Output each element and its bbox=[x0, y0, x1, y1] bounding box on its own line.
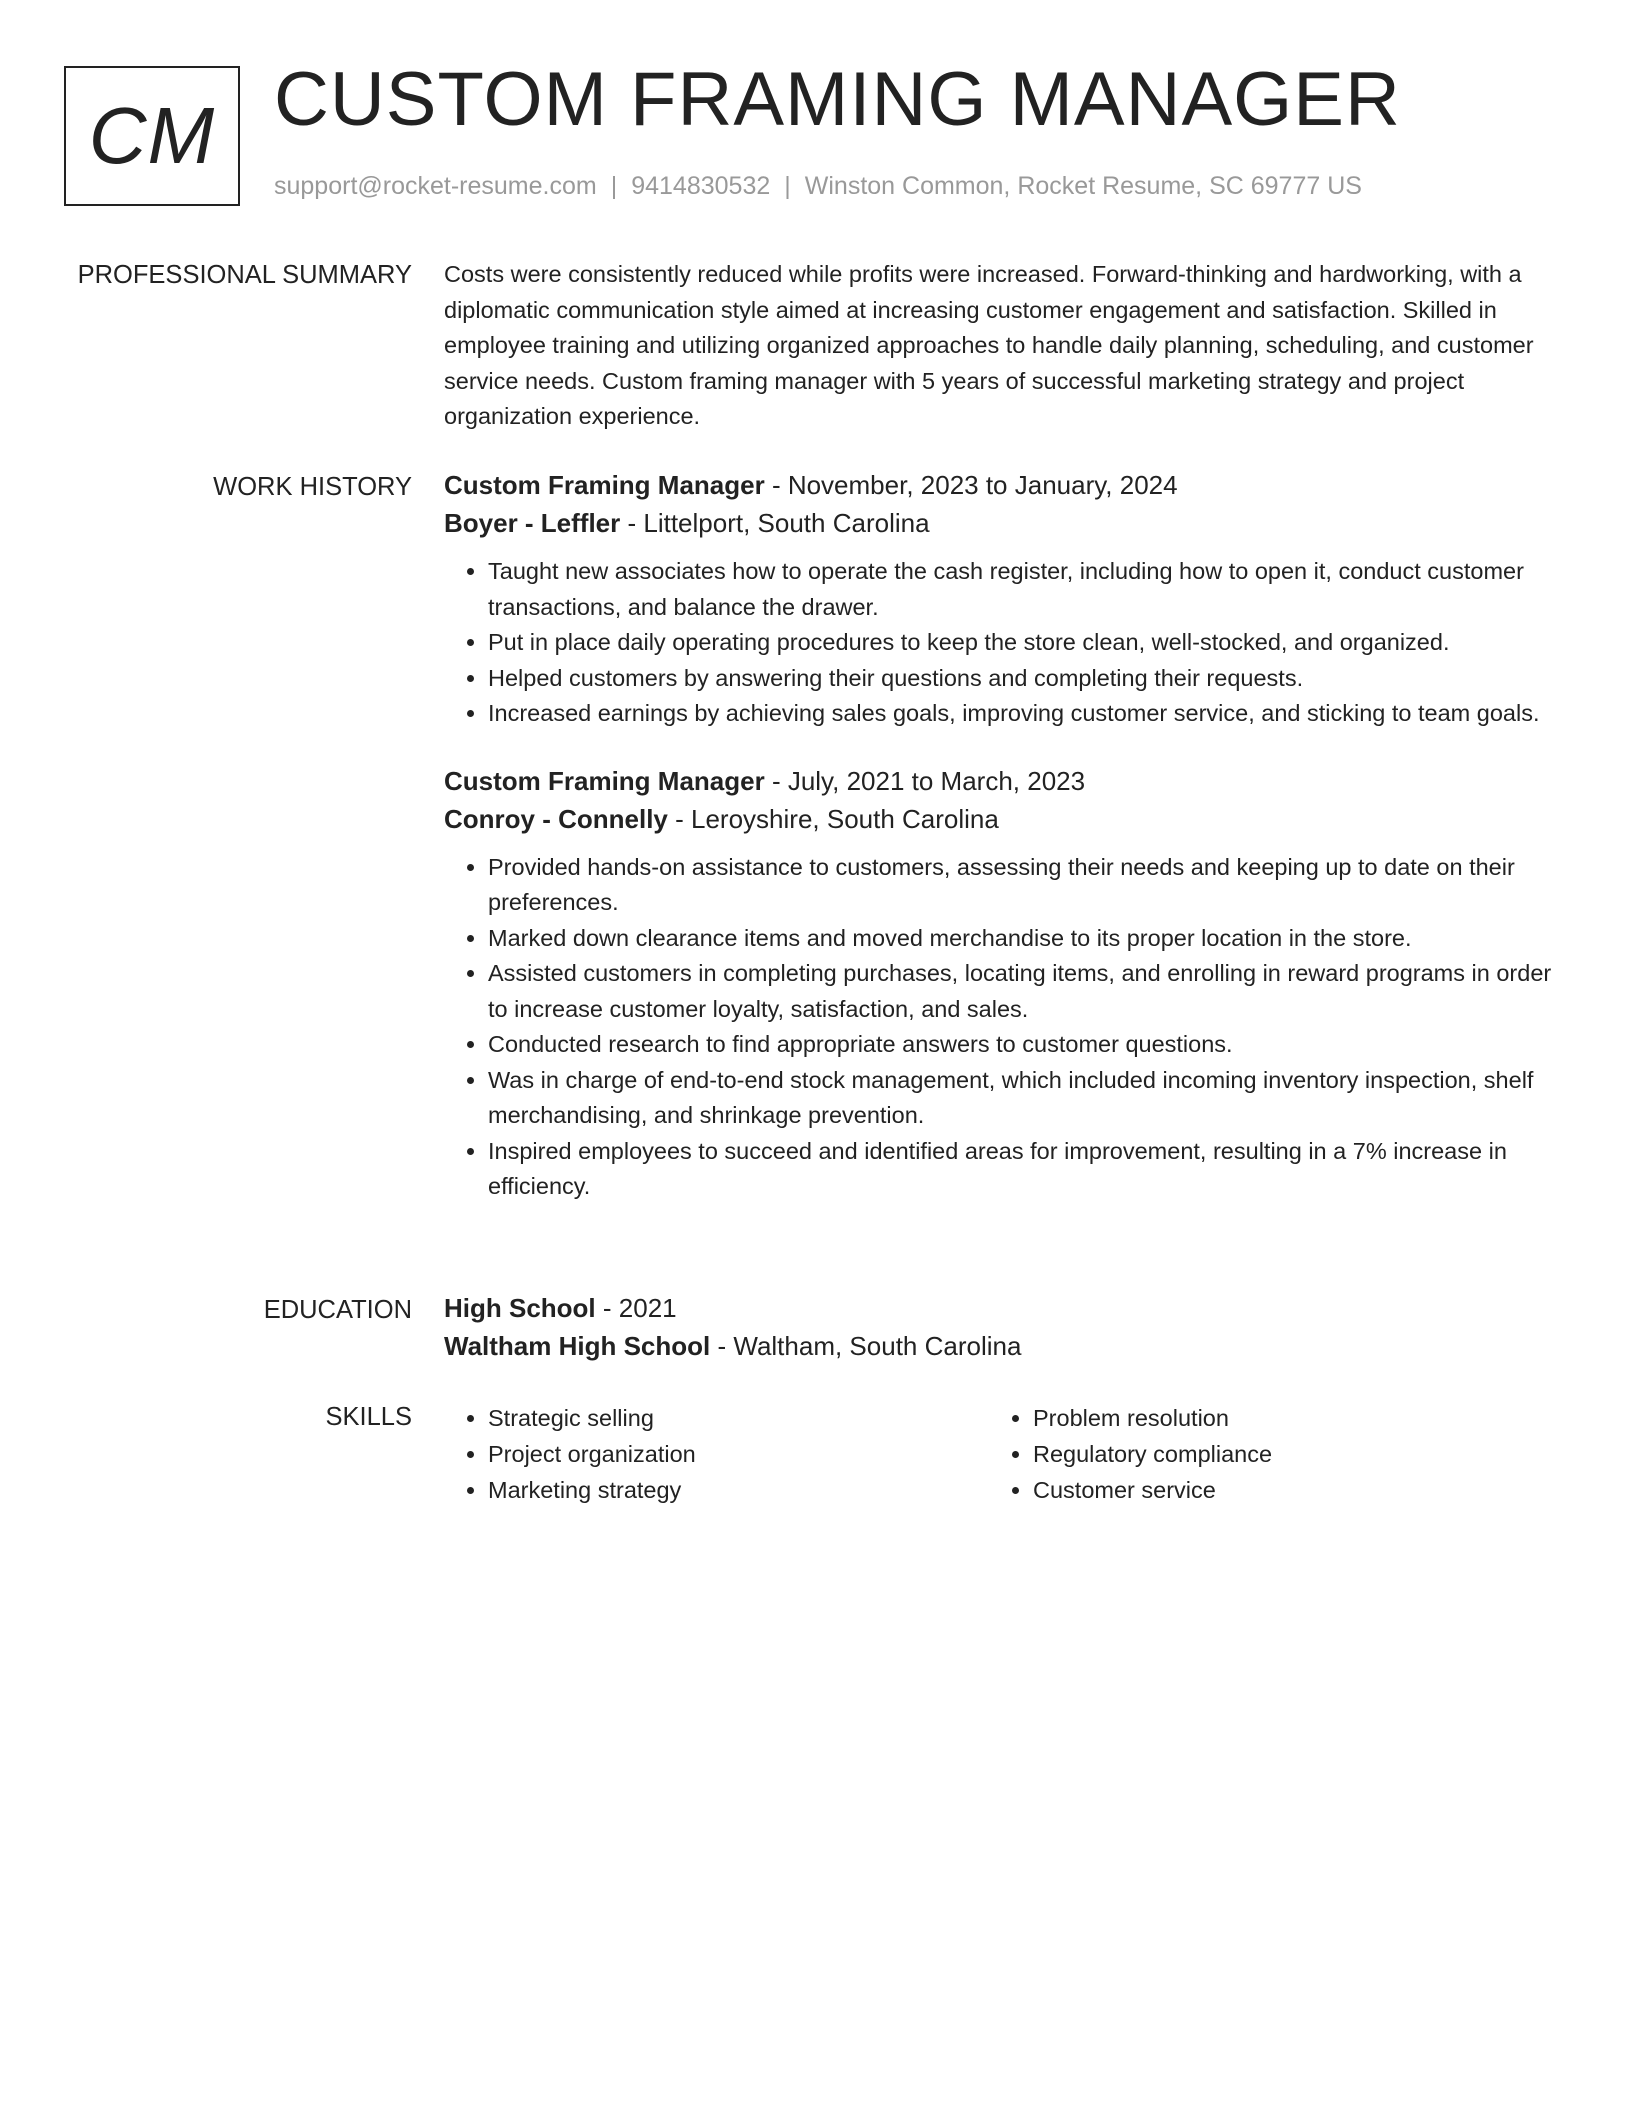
education-school: Waltham High School bbox=[444, 1331, 711, 1361]
contact-separator: | bbox=[610, 172, 618, 200]
job-bullet: • Increased earnings by achieving sales goals, improving customer service, and sticking to team goals. bbox=[488, 696, 1554, 732]
skills-column-left bbox=[444, 1400, 989, 1508]
work-history-body bbox=[444, 466, 1554, 1205]
skills-list bbox=[989, 1400, 1534, 1508]
job-dates: - July, 2021 to March, 2023 bbox=[764, 765, 1086, 796]
contact-address: Winston Common, Rocket Resume, SC 69777 US bbox=[804, 172, 1362, 200]
contact-line bbox=[274, 172, 1362, 201]
job-company: Conroy - Connelly bbox=[444, 803, 668, 834]
job-entry bbox=[444, 762, 1554, 1205]
job-location: - Leroyshire, South Carolina bbox=[667, 803, 999, 834]
job-bullet: • Put in place daily operating procedures to keep the store clean, well-stocked, and organized. bbox=[488, 625, 1554, 661]
skills-list bbox=[444, 1400, 989, 1508]
job-bullet: • Marked down clearance items and moved merchandise to its proper location in the store. bbox=[488, 921, 1554, 957]
page-title: CUSTOM FRAMING MANAGER bbox=[274, 57, 1401, 142]
contact-phone[interactable]: 9414830532 bbox=[631, 172, 771, 200]
skill-item: • Customer service bbox=[1033, 1472, 1534, 1508]
job-bullets bbox=[444, 554, 1554, 732]
job-bullets bbox=[444, 850, 1554, 1205]
job-bullet: • Inspired employees to succeed and identified areas for improvement, resulting in a 7% increase in efficiency. bbox=[488, 1134, 1554, 1205]
education-degree: High School bbox=[444, 1293, 596, 1323]
job-bullet: • Was in charge of end-to-end stock management, which included incoming inventory inspection, shelf merchandising, and shrinkage prevention. bbox=[488, 1063, 1554, 1134]
job-location: - Littelport, South Carolina bbox=[620, 508, 930, 538]
skills-body bbox=[444, 1400, 1554, 1508]
job-title-line bbox=[444, 466, 1554, 504]
skill-item: • Strategic selling bbox=[488, 1400, 989, 1436]
skill-item: • Problem resolution bbox=[1033, 1400, 1534, 1436]
education-year: - 2021 bbox=[595, 1293, 677, 1323]
job-bullet: • Assisted customers in completing purchases, locating items, and enrolling in reward programs in order to increase customer loyalty, satisfaction, and sales. bbox=[488, 956, 1554, 1027]
skills-heading: SKILLS bbox=[325, 1403, 412, 1431]
contact-separator: | bbox=[784, 172, 791, 200]
education-heading: EDUCATION bbox=[263, 1296, 412, 1324]
monogram-logo: CM bbox=[64, 66, 240, 206]
job-entry bbox=[444, 466, 1554, 732]
job-bullet: • Provided hands-on assistance to customers, assessing their needs and keeping up to date on their preferences. bbox=[488, 850, 1554, 921]
job-title: Custom Framing Manager bbox=[444, 470, 765, 500]
education-school-line bbox=[444, 1327, 1554, 1365]
summary-heading: PROFESSIONAL SUMMARY bbox=[77, 261, 412, 289]
skill-item: • Marketing strategy bbox=[488, 1472, 989, 1508]
education-degree-line bbox=[444, 1289, 1554, 1327]
job-company-line bbox=[444, 504, 1554, 542]
job-dates: - November, 2023 to January, 2024 bbox=[764, 470, 1178, 500]
education-location: - Waltham, South Carolina bbox=[710, 1331, 1022, 1361]
education-body bbox=[444, 1289, 1554, 1365]
job-company-line bbox=[444, 800, 1554, 838]
skill-item: • Regulatory compliance bbox=[1033, 1436, 1534, 1472]
job-bullet: • Conducted research to find appropriate answers to customer questions. bbox=[488, 1027, 1554, 1063]
job-bullet: • Helped customers by answering their questions and completing their requests. bbox=[488, 661, 1554, 697]
skills-grid bbox=[444, 1400, 1554, 1508]
skill-item: • Project organization bbox=[488, 1436, 989, 1472]
skills-column-right bbox=[989, 1400, 1534, 1508]
job-title: Custom Framing Manager bbox=[444, 765, 765, 796]
contact-email[interactable]: support@rocket-resume.com bbox=[274, 172, 597, 200]
job-bullet: • Taught new associates how to operate the cash register, including how to open it, conduct customer transactions, and balance the drawer. bbox=[488, 554, 1554, 625]
summary-text: Costs were consistently reduced while profits were increased. Forward-thinking and hardworking, with a diplomatic communication style aimed at increasing customer engagement and satisfaction. Skilled in employee training and utilizing organized approaches to handle daily planning, scheduling, and customer service needs. Custom framing manager with 5 years of successful marketing strategy and project organization experience. bbox=[444, 261, 1534, 429]
summary-body bbox=[444, 257, 1554, 435]
work-history-heading: WORK HISTORY bbox=[213, 473, 412, 501]
job-title-line bbox=[444, 762, 1554, 800]
job-company: Boyer - Leffler bbox=[444, 508, 621, 538]
